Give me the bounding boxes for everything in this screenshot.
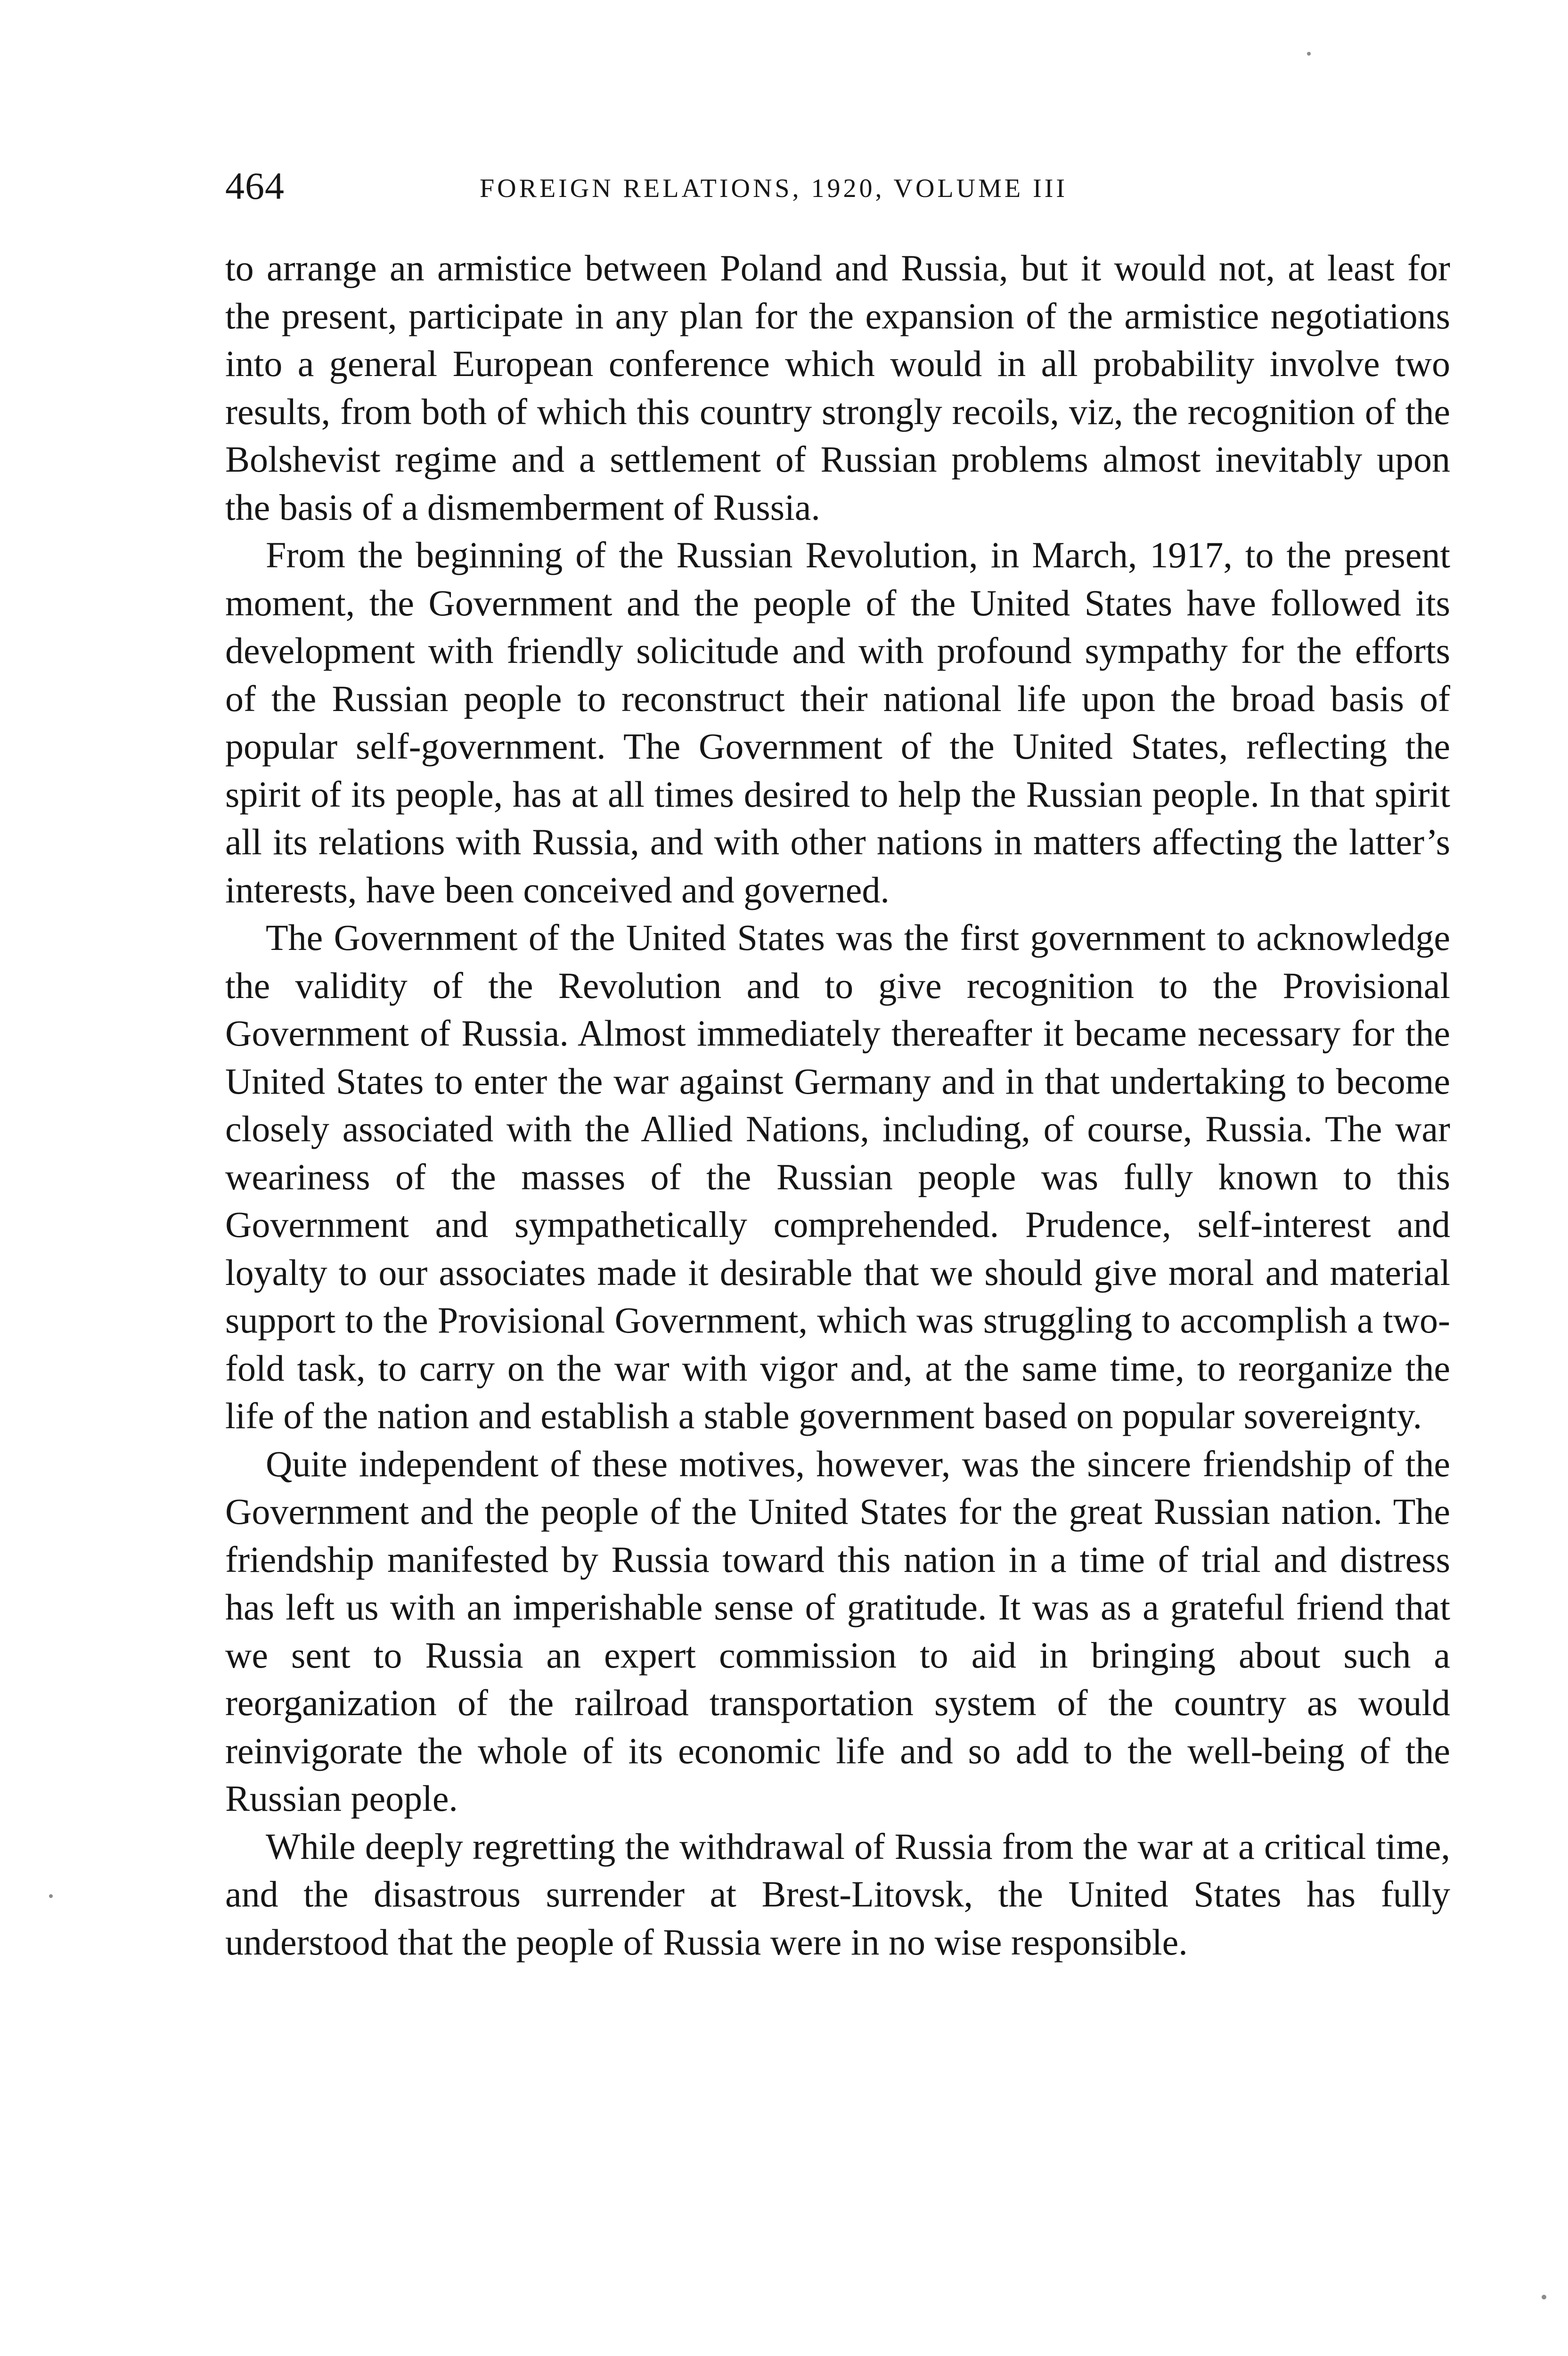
print-speck [1542, 2295, 1546, 2299]
body-text [225, 244, 1450, 1966]
paragraph-friendship: Quite independent of these motives, however, was the sincere friendship of the Government and the people of the United States for the great Russian nation. The friendship manifested by Russia toward this nation in a time of trial and distress has left us with an imperishable sense of gratitude. It was as a grateful friend that we sent to Russia an expert commission to aid in bringing about such a reorganization of the railroad transportation system of the country as would reinvigorate the whole of its economic life and so add to the well-being of the Russian people. [225, 1443, 1450, 1819]
print-speck [1307, 52, 1311, 56]
paragraph-provisional-government: The Government of the United States was the first government to acknowledge the validity of the Revolution and to give recognition to the Provisional Government of Russia. Almost immediately thereafter it became necessary for the United States to enter the war against Germany and in that undertaking to become closely associated with the Allied Nations, including, of course, Russia. The war weariness of the masses of the Russian people was fully known to this Government and sympathetically comprehended. Prudence, self-interest and loyalty to our associates made it desirable that we should give moral and material support to the Provisional Government, which was struggling to accomplish a two-fold task, to carry on the war with vigor and, at the same time, to reorganize the life of the nation and establish a stable government based on popular sovereignty. [225, 917, 1450, 1436]
page-number: 464 [225, 164, 285, 207]
paragraph-brest-litovsk: While deeply regretting the withdrawal of Russia from the war at a critical time, and the disastrous surrender at Brest-Litovsk, the United States has fully understood that the people of Russia were in no wise responsible. [225, 1825, 1450, 1963]
print-speck [49, 1894, 53, 1898]
paragraph-armistice-continuation: to arrange an armistice between Poland and Russia, but it would not, at least for the present, participate in any plan for the expansion of the armistice negotiations into a general European conference which would in all probability involve two results, from both of which this country strongly recoils, viz, the recognition of the Bolshevist regime and a settlement of Russian problems almost inevitably upon the basis of a dismemberment of Russia. [225, 247, 1450, 528]
running-head [225, 160, 1450, 212]
running-head-title: FOREIGN RELATIONS, 1920, VOLUME III [480, 174, 1068, 203]
paragraph-russian-revolution: From the beginning of the Russian Revolution, in March, 1917, to the present moment, the Government and the people of the United States have followed its development with friendly solicitude and with profound sympathy for the efforts of the Russian people to reconstruct their national life upon the broad basis of popular self-government. The Government of the United States, reflecting the spirit of its people, has at all times desired to help the Russian people. In that spirit all its relations with Russia, and with other nations in matters affecting the latter’s interests, have been conceived and governed. [225, 534, 1450, 910]
